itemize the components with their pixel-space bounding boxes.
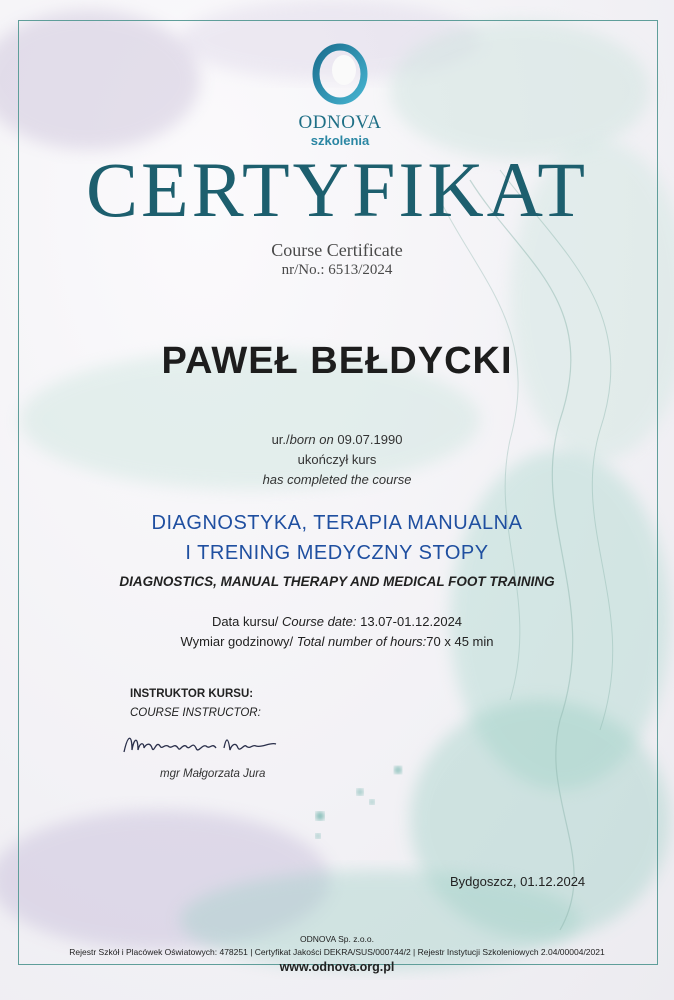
footer-registry: Rejestr Szkół i Placówek Oświatowych: 478251 | Certyfikat Jakości DEKRA/SUS/000744/2 | Rejestr Instytucji Szkoleniowych 2.04/00004/2021 — [69, 947, 605, 957]
course-hours-line — [0, 634, 674, 649]
logo-subtitle: szkolenia — [310, 133, 370, 148]
logo-ring-icon — [308, 40, 372, 108]
course-hours-label-pl: Wymiar godzinowy/ — [180, 634, 294, 649]
footer-website-link[interactable]: www.odnova.org.pl — [279, 960, 395, 974]
course-date-label-pl: Data kursu/ — [211, 614, 279, 629]
instructor-name: mgr Małgorzata Jura — [160, 768, 266, 780]
course-title-pl-line1: DIAGNOSTYKA, TERAPIA MANUALNA — [151, 512, 523, 534]
instructor-label-pl: INSTRUKTOR KURSU: — [130, 688, 254, 700]
course-hours-label-en: Total number of hours: — [296, 634, 427, 649]
odnova-logo — [290, 40, 390, 150]
course-date-line — [0, 614, 674, 629]
instructor-signature — [120, 724, 280, 766]
completed-en: has completed the course — [262, 472, 412, 487]
logo-name: ODNOVA — [298, 112, 382, 133]
certificate-subtitle: Course Certificate — [271, 240, 403, 260]
born-date: 09.07.1990 — [337, 432, 403, 447]
born-prefix: ur./ — [271, 432, 290, 447]
course-title-en: DIAGNOSTICS, MANUAL THERAPY AND MEDICAL FOOT TRAINING — [119, 574, 555, 589]
course-title-pl-line2: I TRENING MEDYCZNY STOPY — [185, 542, 489, 564]
recipient-name: PAWEŁ BEŁDYCKI — [161, 340, 513, 382]
course-date-label-en: Course date: — [282, 614, 357, 629]
footer-company: ODNOVA Sp. z.o.o. — [299, 934, 374, 944]
completed-pl: ukończył kurs — [297, 452, 377, 467]
certificate-number: nr/No.: 6513/2024 — [281, 262, 393, 278]
instructor-label-en: COURSE INSTRUCTOR: — [130, 707, 261, 719]
course-hours-value: 70 x 45 min — [426, 634, 494, 649]
place-and-date: Bydgoszcz, 01.12.2024 — [450, 874, 586, 889]
course-date-value: 13.07-01.12.2024 — [360, 614, 463, 629]
born-line — [0, 432, 674, 447]
born-label: born on — [289, 432, 334, 447]
certificate-title: CERTYFIKAT — [86, 146, 588, 233]
